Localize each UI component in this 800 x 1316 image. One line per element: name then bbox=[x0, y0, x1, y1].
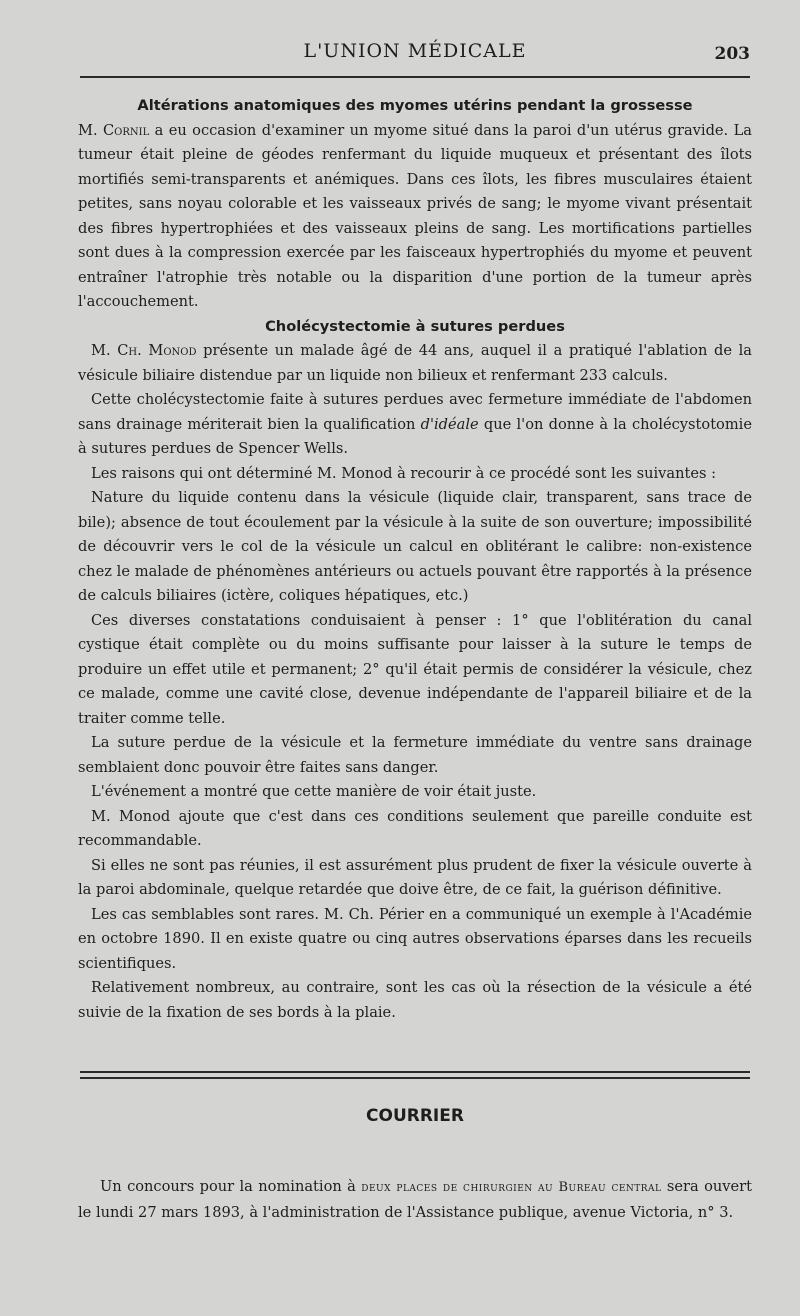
paragraph-prudent: Si elles ne sont pas réunies, il est assurément plus prudent de fixer la vésicule ouverte à la paroi abdominale, quelque retardée que doive être, de ce fait, la guérison définitive. bbox=[78, 856, 752, 898]
concours-before: Un concours pour la nomination à bbox=[100, 1178, 362, 1195]
section-rule-top bbox=[80, 1071, 750, 1073]
paragraph-cas-rares: Les cas semblables sont rares. M. Ch. Périer en a communiqué un exemple à l'Académie en octobre 1890. Il en existe quatre ou cinq autres observations éparses dans les recueils scientifiques. bbox=[78, 905, 752, 972]
paragraph-cornil-text: a eu occasion d'examiner un myome situé dans la paroi d'un utérus gravide. La tumeur était pleine de géodes renfermant du liquide muqueux et présentant des îlots mortifiés semi-transparents et anémiques. Dans ces îlots, les fibres musculaires étaient petites, sans noyau colorable et les vaisseaux privés de sang; le myome vivant présentait des fibres hypertrophiées et des vaisseaux pleins de sang. Les mortifications partielles sont dues à la compression exercée par les faisceaux hypertrophiés du myome et peuvent entraîner l'atrophie très notable ou la disparition d'une portion de la tumeur après l'accouchement. bbox=[78, 121, 752, 310]
article-title-cholecystectomie: Cholécystectomie à sutures perdues bbox=[265, 317, 565, 335]
author-cornil: M. Cornil bbox=[78, 121, 150, 139]
paragraph-raisons: Les raisons qui ont déterminé M. Monod à recourir à ce procédé sont les suivantes : bbox=[91, 464, 717, 482]
header-rule bbox=[80, 76, 750, 78]
paragraph-evenement: L'événement a montré que cette manière de voir était juste. bbox=[91, 783, 537, 800]
paragraph-nature: Nature du liquide contenu dans la vésicule (liquide clair, transparent, sans trace de bile); absence de tout écoulement par la vésicule à la suite de son ouverture; impossibilité de découvrir vers le col de la vésicule un calcul en oblitérant le calibre: non-existence chez le malade de phénomènes antérieurs ou actuels pouvant être rapportés à la présence de calculs biliaires (ictère, coliques hépatiques, etc.) bbox=[78, 489, 752, 604]
paragraph-constatations: Ces diverses constatations conduisaient à penser : 1° que l'oblitération du canal cystique était complète ou du moins suffisante pour laisser à la suture le temps de produire un effet utile et permanent; 2° qu'il était permis de considérer la vésicule, chez ce malade, comme une cavité close, devenue indépendante de l'appareil biliaire et de la traiter comme telle. bbox=[78, 611, 752, 727]
author-monod: M. Ch. Monod bbox=[91, 342, 197, 359]
italic-ideale: d'idéale bbox=[420, 415, 479, 433]
paragraph-ideale bbox=[78, 388, 752, 462]
paragraph-resection: Relativement nombreux, au contraire, sont les cas où la résection de la vésicule a été suivie de la fixation de ses bords à la plaie. bbox=[78, 979, 752, 1021]
paragraph-ideale-after: que l'on donne à la cholécystotomie à sutures perdues de Spencer Wells. bbox=[78, 415, 752, 457]
article-title-myomes: Altérations anatomiques des myomes utérins pendant la grossesse bbox=[137, 97, 693, 114]
page-number: 203 bbox=[714, 44, 750, 64]
courrier-body bbox=[78, 1175, 752, 1225]
concours-after: sera ouvert le lundi 27 mars 1893, à l'administration de l'Assistance publique, avenue Victoria, n° 3. bbox=[78, 1178, 752, 1221]
section-rule-bottom bbox=[80, 1077, 750, 1079]
paragraph-monod-intro bbox=[78, 339, 752, 388]
concours-caps: deux places de chirurgien au Bureau central bbox=[361, 1180, 662, 1195]
paragraph-concours bbox=[78, 1175, 752, 1225]
courrier-title: COURRIER bbox=[366, 1106, 464, 1126]
paragraph-ajoute: M. Monod ajoute que c'est dans ces conditions seulement que pareille conduite est recommandable. bbox=[78, 807, 752, 849]
paragraph-ideale-before: Cette cholécystectomie faite à sutures perdues avec fermeture immédiate de l'abdomen sans drainage mériterait bien la qualification bbox=[78, 391, 752, 433]
running-title: L'UNION MÉDICALE bbox=[303, 40, 527, 62]
page-header bbox=[80, 40, 750, 70]
paragraph-cornil bbox=[78, 119, 752, 315]
paragraph-monod-intro-text: présente un malade âgé de 44 ans, auquel il a pratiqué l'ablation de la vésicule biliaire distendue par un liquide non bilieux et renfermant 233 calculs. bbox=[78, 342, 752, 384]
paragraph-suture: La suture perdue de la vésicule et la fermeture immédiate du ventre sans drainage semblaient donc pouvoir être faites sans danger. bbox=[78, 734, 752, 776]
article-body bbox=[78, 94, 752, 1025]
